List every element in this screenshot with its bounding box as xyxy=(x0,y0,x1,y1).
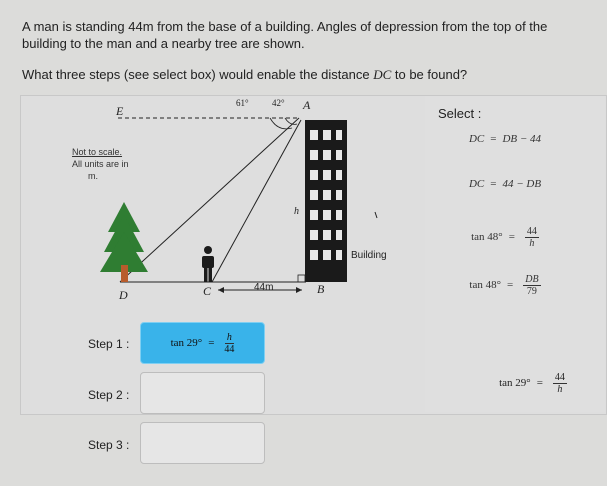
building-icon xyxy=(305,120,347,282)
building-label: Building xyxy=(351,250,387,261)
step1-label: Step 1 : xyxy=(88,337,130,351)
question-prompt: What three steps (see select box) would enable the distance DC to be found? xyxy=(22,67,468,82)
label-C: C xyxy=(203,284,212,298)
step3-label: Step 3 : xyxy=(88,438,130,452)
label-D: D xyxy=(119,288,128,302)
sight-line-to-man xyxy=(212,120,301,282)
height-tick xyxy=(375,212,377,218)
right-angle-marker xyxy=(298,275,305,282)
question-text: A man is standing 44m from the base of a building. Angles of depression from the top of the building to the man and a nearby tree are shown. xyxy=(22,19,548,51)
label-h: h xyxy=(294,206,299,217)
option-dc-db-minus-44[interactable]: DC = DB − 44 xyxy=(468,133,542,145)
option-tan48-db-over-79[interactable]: tan 48° = $\frac{DB}{79}$ xyxy=(469,273,539,297)
option-dc-44-minus-db[interactable]: DC = 44 − DB xyxy=(468,178,542,190)
tree-icon xyxy=(100,202,148,282)
angle-42-label: 42° xyxy=(272,98,285,108)
label-E: E xyxy=(116,104,124,118)
angle-61-label: 61° xyxy=(236,98,249,108)
select-title: Select : xyxy=(438,106,482,121)
diagram-note: Not to scale. All units are in m. xyxy=(72,147,129,181)
man-icon xyxy=(202,246,214,282)
label-B: B xyxy=(317,282,325,296)
label-A: A xyxy=(303,98,311,112)
step2-box[interactable] xyxy=(140,372,265,414)
option-tan48-44-over-h[interactable]: tan 48° = $\frac{44}{h}$ xyxy=(471,225,537,249)
step3-box[interactable] xyxy=(140,422,265,464)
option-tan29-44-over-h[interactable]: tan 29° = $\frac{44}{h}$ xyxy=(499,371,565,395)
step1-box[interactable]: tan 29° = $\frac{h}{44}$ xyxy=(140,322,265,364)
distance-label: 44m xyxy=(254,282,274,293)
step2-label: Step 2 : xyxy=(88,388,130,402)
